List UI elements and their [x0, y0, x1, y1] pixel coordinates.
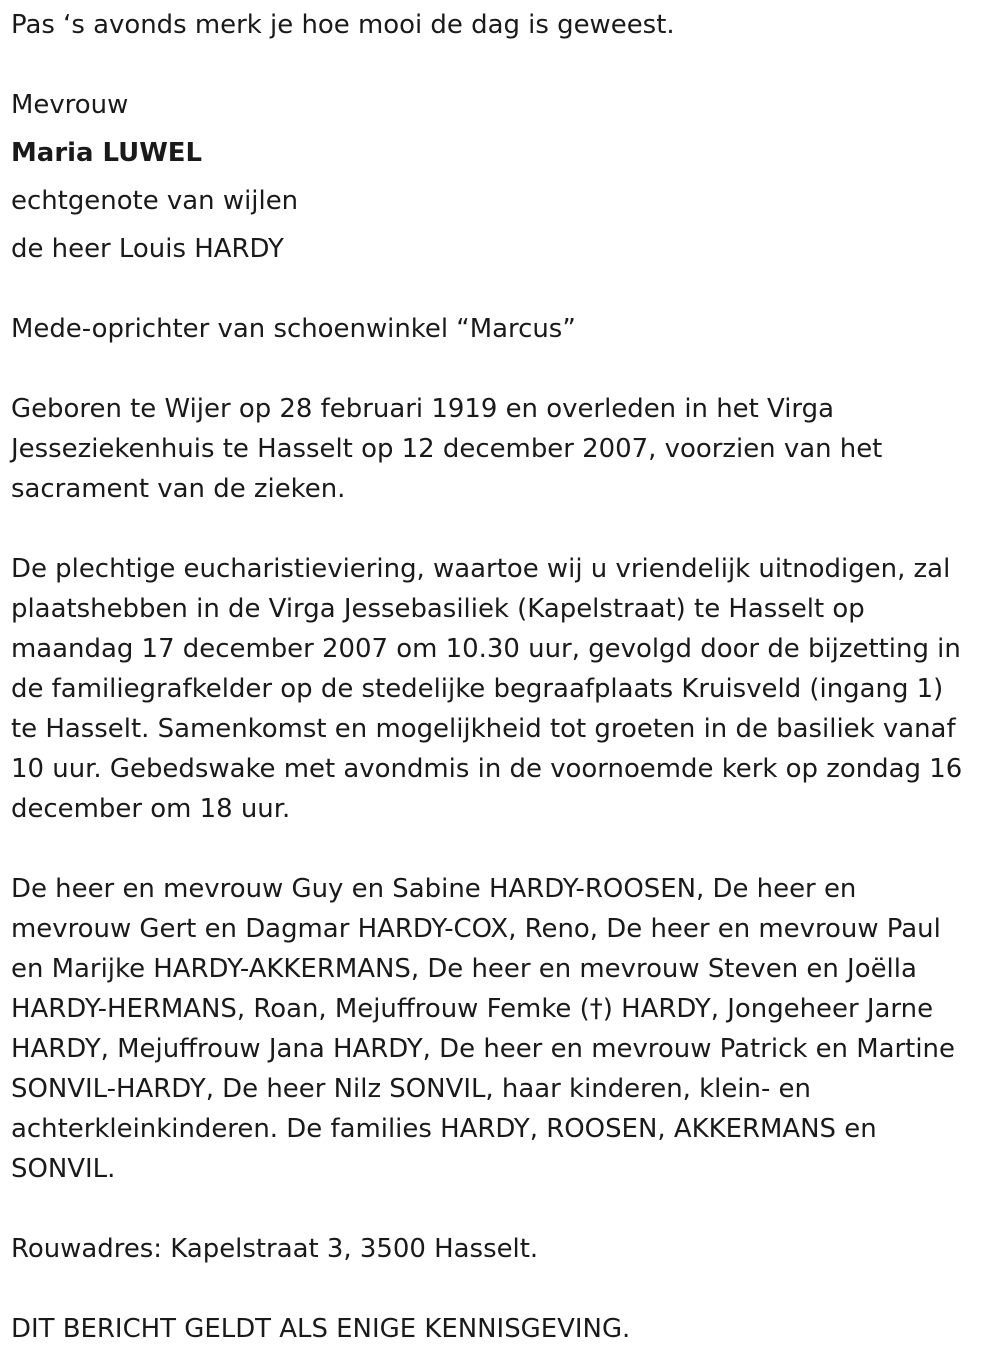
mourning-address: Rouwadres: Kapelstraat 3, 3500 Hasselt.: [11, 1234, 539, 1264]
spouse-line-2: de heer Louis HARDY: [11, 234, 284, 264]
paragraph-line: plaatshebben in de Virga Jessebasiliek (Kapelstraat) te Hasselt op: [11, 594, 865, 624]
role: Mede-oprichter van schoenwinkel “Marcus”: [11, 314, 576, 344]
family-paragraph: [11, 869, 991, 1189]
paragraph-line: en Marijke HARDY-AKKERMANS, De heer en mevrouw Steven en Joëlla: [11, 954, 917, 984]
deceased-name: Maria LUWEL: [11, 138, 203, 168]
paragraph-line: Jesseziekenhuis te Hasselt op 12 december 2007, voorzien van het: [11, 434, 883, 464]
honorific: Mevrouw: [11, 90, 129, 120]
paragraph-line: SONVIL.: [11, 1154, 116, 1184]
paragraph-line: HARDY, Mejuffrouw Jana HARDY, De heer en mevrouw Patrick en Martine: [11, 1034, 955, 1064]
motto: Pas ‘s avonds merk je hoe mooi de dag is geweest.: [11, 10, 675, 40]
paragraph-line: 10 uur. Gebedswake met avondmis in de voornoemde kerk op zondag 16: [11, 754, 963, 784]
birth-death-paragraph: [11, 389, 991, 509]
paragraph-line: te Hasselt. Samenkomst en mogelijkheid tot groeten in de basiliek vanaf: [11, 714, 956, 744]
spouse-line-1: echtgenote van wijlen: [11, 186, 299, 216]
paragraph-line: De plechtige eucharistieviering, waartoe wij u vriendelijk uitnodigen, zal: [11, 554, 951, 584]
paragraph-line: achterkleinkinderen. De families HARDY, ROOSEN, AKKERMANS en: [11, 1114, 877, 1144]
ceremony-paragraph: [11, 549, 991, 829]
paragraph-line: december om 18 uur.: [11, 794, 291, 824]
notice-statement: DIT BERICHT GELDT ALS ENIGE KENNISGEVING.: [11, 1314, 631, 1344]
death-notice: [11, 5, 991, 1349]
paragraph-line: mevrouw Gert en Dagmar HARDY-COX, Reno, De heer en mevrouw Paul: [11, 914, 941, 944]
paragraph-line: sacrament van de zieken.: [11, 474, 346, 504]
paragraph-line: maandag 17 december 2007 om 10.30 uur, gevolgd door de bijzetting in: [11, 634, 961, 664]
paragraph-line: HARDY-HERMANS, Roan, Mejuffrouw Femke (†) HARDY, Jongeheer Jarne: [11, 994, 934, 1024]
paragraph-line: Geboren te Wijer op 28 februari 1919 en overleden in het Virga: [11, 394, 834, 424]
paragraph-line: De heer en mevrouw Guy en Sabine HARDY-ROOSEN, De heer en: [11, 874, 857, 904]
paragraph-line: SONVIL-HARDY, De heer Nilz SONVIL, haar kinderen, klein- en: [11, 1074, 811, 1104]
paragraph-line: de familiegrafkelder op de stedelijke begraafplaats Kruisveld (ingang 1): [11, 674, 944, 704]
